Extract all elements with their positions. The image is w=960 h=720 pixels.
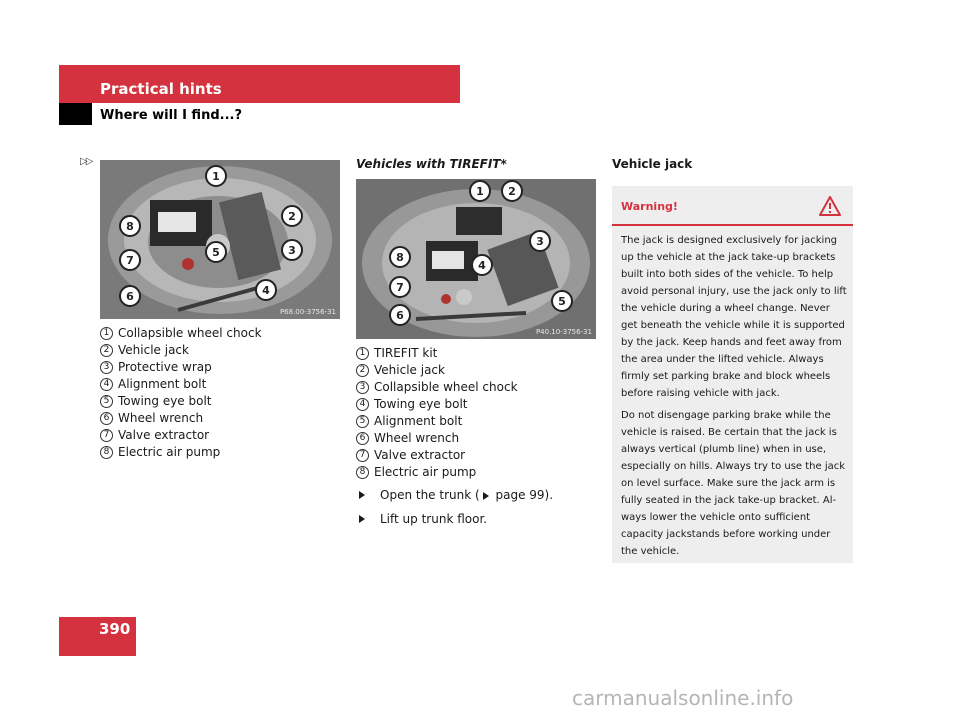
item-number: 6 [100, 412, 113, 425]
step-bullet-icon [359, 515, 365, 523]
header-tab-block [59, 103, 92, 125]
tirefit-trunk-illustration [356, 179, 596, 339]
item-number: 6 [356, 432, 369, 445]
svg-text:1: 1 [212, 170, 220, 183]
svg-text:7: 7 [396, 281, 404, 294]
step-text: Lift up trunk floor. [380, 512, 488, 526]
item-label: Alignment bolt [118, 377, 207, 391]
list-item [100, 359, 262, 376]
vehicle-jack-heading: Vehicle jack [612, 157, 693, 171]
svg-text:6: 6 [126, 290, 134, 303]
step-text: Open the trunk ( page 99). [380, 488, 554, 502]
svg-text:8: 8 [396, 251, 404, 264]
list-item [356, 447, 518, 464]
svg-text:5: 5 [558, 295, 566, 308]
item-number: 3 [356, 381, 369, 394]
item-number: 5 [356, 415, 369, 428]
item-number: 8 [356, 466, 369, 479]
svg-text:2: 2 [508, 185, 516, 198]
item-number: 3 [100, 361, 113, 374]
warning-paragraph: Do not disengage parking brake while the vehicle is raised. Be certain that the jack is always vertical (plumb line) when in use, especially on hills. Always try to use the jack on level surface. Make sure the jack arm is fully seated in the jack take-up bracket. Al-ways lower the vehicle onto sufficient capacity jackstands before working under the vehicle. [621, 410, 846, 557]
warning-paragraph: The jack is designed exclusively for jacking up the vehicle at the jack take-up brackets built into both sides of the vehicle. To help avoid personal injury, use the jack only to lift the vehicle during a wheel change. Never get beneath the vehicle while it is supported by the jack. Keep hands and feet away from the area under the lifted vehicle. Always firmly set parking brake and block wheels before raising vehicle with jack. [621, 235, 847, 399]
page-reference-icon [483, 492, 489, 500]
item-number: 1 [356, 347, 369, 360]
item-number: 4 [100, 378, 113, 391]
list-item [100, 444, 262, 461]
tirefit-heading: Vehicles with TIREFIT* [356, 157, 507, 171]
step-lift-floor [356, 512, 487, 526]
spare-wheel-well-illustration [100, 160, 340, 319]
item-label: Electric air pump [118, 445, 221, 459]
item-number: 2 [100, 344, 113, 357]
item-number: 7 [356, 449, 369, 462]
tirefit-trunk-photo [356, 179, 596, 339]
item-number: 2 [356, 364, 369, 377]
warning-header [612, 186, 853, 226]
svg-text:8: 8 [126, 220, 134, 233]
item-number: 1 [100, 327, 113, 340]
list-item [100, 342, 262, 359]
svg-text:5: 5 [212, 246, 220, 259]
photo-code: P68.00-3756-31 [279, 308, 336, 316]
svg-text:7: 7 [126, 254, 134, 267]
item-label: Vehicle jack [118, 343, 189, 357]
svg-text:6: 6 [396, 309, 404, 322]
item-label: Collapsible wheel chock [118, 326, 262, 340]
item-number: 4 [356, 398, 369, 411]
item-label: Wheel wrench [374, 431, 460, 445]
item-label: Towing eye bolt [374, 397, 468, 411]
svg-text:2: 2 [288, 210, 296, 223]
item-label: Vehicle jack [374, 363, 445, 377]
list-item [356, 379, 518, 396]
left-parts-list [100, 325, 262, 461]
page-subtitle: Where will I find...? [100, 108, 242, 123]
warning-triangle-icon [819, 196, 841, 216]
warning-box [612, 186, 853, 563]
item-number: 7 [100, 429, 113, 442]
warning-title: Warning! [621, 200, 678, 213]
svg-text:3: 3 [536, 235, 544, 248]
svg-text:1: 1 [476, 185, 484, 198]
svg-text:3: 3 [288, 244, 296, 257]
tirefit-parts-list [356, 345, 518, 481]
photo-code: P40.10-3756-31 [535, 328, 592, 336]
spare-wheel-well-photo [100, 160, 340, 319]
item-label: Collapsible wheel chock [374, 380, 518, 394]
list-item [100, 410, 262, 427]
page-number: 390 [99, 620, 131, 638]
step-bullet-icon [359, 491, 365, 499]
item-label: Towing eye bolt [118, 394, 212, 408]
list-item [100, 393, 262, 410]
item-number: 5 [100, 395, 113, 408]
list-item [356, 362, 518, 379]
svg-text:4: 4 [262, 284, 270, 297]
item-label: Protective wrap [118, 360, 212, 374]
step-open-trunk [356, 488, 553, 502]
section-title: Practical hints [100, 80, 222, 98]
continued-mark: ▷▷ [80, 156, 92, 167]
warning-body [621, 232, 849, 565]
list-item [356, 345, 518, 362]
list-item [100, 427, 262, 444]
item-label: Valve extractor [118, 428, 210, 442]
item-label: Electric air pump [374, 465, 477, 479]
list-item [356, 396, 518, 413]
item-label: Wheel wrench [118, 411, 204, 425]
list-item [100, 325, 262, 342]
item-label: Valve extractor [374, 448, 466, 462]
list-item [356, 413, 518, 430]
item-label: Alignment bolt [374, 414, 463, 428]
list-item [100, 376, 262, 393]
item-label: TIREFIT kit [374, 346, 438, 360]
list-item [356, 430, 518, 447]
watermark: carmanualsonline.info [572, 686, 794, 710]
list-item [356, 464, 518, 481]
svg-text:4: 4 [478, 259, 486, 272]
item-number: 8 [100, 446, 113, 459]
